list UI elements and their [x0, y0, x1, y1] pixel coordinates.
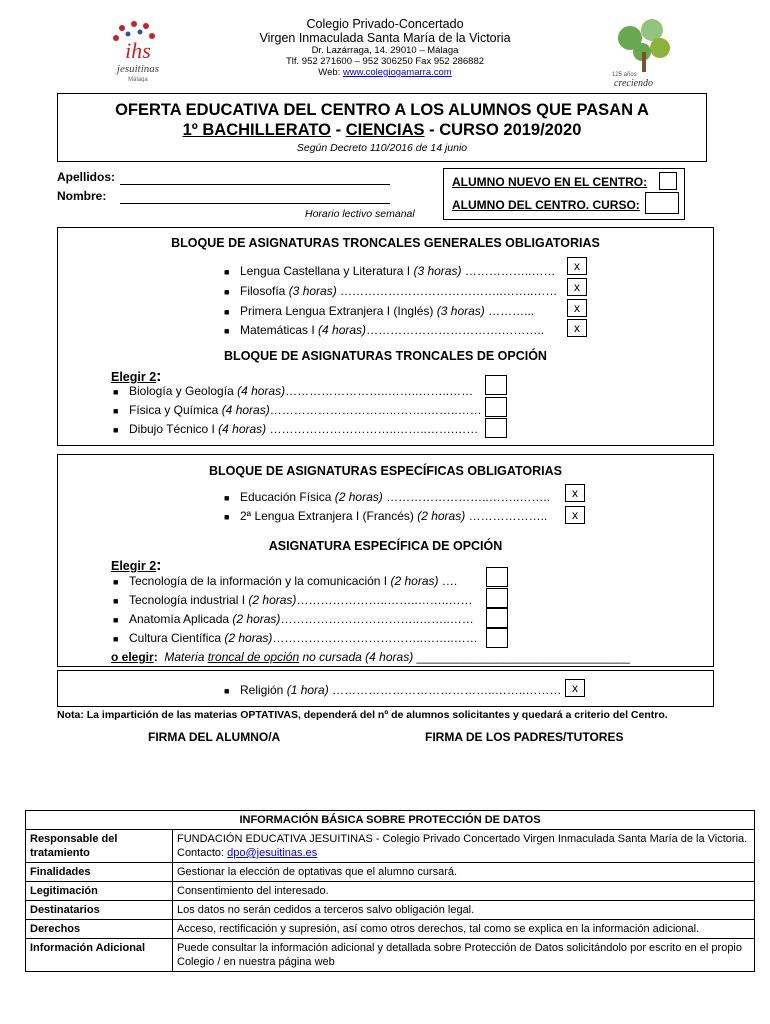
- subject-row: ■ Filosofía (3 horas) …………………………………..……..……: [224, 284, 558, 298]
- student-signature-label: FIRMA DEL ALUMNO/A: [148, 730, 281, 744]
- optional-note: Nota: La impartición de las materias OPTATIVAS, dependerá del nº de alumnos solicitantes y quedará a criterio del Centro.: [57, 709, 668, 721]
- subject-row: ■ 2ª Lengua Extranjera I (Francés) (2 horas) ………………..: [224, 509, 548, 523]
- option-row: ■ Física y Química (4 horas)…………………………..……..……..……: [113, 403, 482, 417]
- option-row: ■ Tecnología industrial I (2 horas)…………………..……..……..……: [113, 593, 473, 607]
- logo-left-text: jesuitinas: [116, 63, 160, 75]
- choose-label: Elegir 2:: [111, 557, 162, 574]
- title-year: - CURSO 2019/2020: [429, 121, 582, 139]
- name-label: Nombre:: [57, 189, 107, 203]
- option-row: ■ Biología y Geología (4 horas)……………………..……..……..……: [113, 384, 474, 398]
- school-logo-left: [108, 20, 178, 82]
- table-row: Destinatarios Los datos no serán cedidos a terceros salvo obligación legal.: [26, 901, 755, 920]
- block2-option-heading: ASIGNATURA ESPECÍFICA DE OPCIÓN: [268, 539, 503, 553]
- table-row: Responsable del tratamiento FUNDACIÓN EDUCATIVA JESUITINAS - Colegio Privado Concertado Virgen Inmaculada Santa María de la Victoria. Contacto: dpo@jesuitinas.es: [26, 830, 755, 863]
- school-phones: Tlf. 952 271600 – 952 306250 Fax 952 286882: [285, 56, 485, 67]
- subject-checkbox[interactable]: x: [567, 299, 587, 317]
- school-type: Colegio Privado-Concertado: [306, 17, 464, 31]
- option-checkbox[interactable]: [486, 628, 508, 648]
- block2-heading: BLOQUE DE ASIGNATURAS ESPECÍFICAS OBLIGATORIAS: [208, 464, 563, 478]
- subject-checkbox[interactable]: x: [565, 484, 585, 502]
- option-row: ■ Anatomía Aplicada (2 horas)……………………………..……..……: [113, 612, 474, 626]
- school-address: Dr. Lazárraga, 14. 29010 – Málaga: [311, 45, 459, 56]
- option-checkbox[interactable]: [485, 375, 507, 395]
- table-row: Información Adicional Puede consultar la información adicional y detallada sobre Protección de Datos solicitándolo por escrito en el propio Colegio / en nuestra página web: [26, 939, 755, 972]
- web-label: Web:: [318, 67, 341, 78]
- surname-input[interactable]: [120, 170, 390, 185]
- subject-row: ■ Educación Física (2 horas) ……………………..……..……..: [224, 490, 551, 504]
- subject-row: ■ Lengua Castellana y Literatura I (3 horas) ……………..……: [224, 264, 556, 278]
- option-checkbox[interactable]: [486, 567, 508, 587]
- block1-heading: BLOQUE DE ASIGNATURAS TRONCALES GENERALES OBLIGATORIAS: [171, 236, 600, 250]
- subject-checkbox[interactable]: x: [565, 506, 585, 524]
- religion-checkbox[interactable]: x: [565, 679, 585, 697]
- school-logo-right: [608, 16, 678, 88]
- religion-row: ■ Religión (1 hora) …………………………………..……..………: [224, 683, 562, 697]
- title-sep: -: [335, 121, 342, 139]
- table-row: Finalidades Gestionar la elección de optativas que el alumno cursará.: [26, 863, 755, 882]
- school-header: [200, 17, 570, 78]
- option-checkbox[interactable]: [485, 397, 507, 417]
- option-checkbox[interactable]: [485, 418, 507, 438]
- name-input[interactable]: [120, 189, 390, 204]
- subject-row: ■ Primera Lengua Extranjera I (Inglés) (3 horas) ………...: [224, 304, 535, 318]
- title-line1: OFERTA EDUCATIVA DEL CENTRO A LOS ALUMNOS QUE PASAN A: [115, 101, 649, 119]
- choose-label: Elegir 2:: [111, 368, 162, 385]
- schedule-note: Horario lectivo semanal: [305, 208, 415, 220]
- logo-right-text: creciendo: [614, 78, 654, 88]
- block-especificas: [57, 454, 714, 667]
- school-web-link[interactable]: www.colegiogamarra.com: [342, 67, 452, 78]
- current-student-label: ALUMNO DEL CENTRO. CURSO:: [452, 198, 640, 212]
- subject-checkbox[interactable]: x: [567, 319, 587, 337]
- option-row: ■ Cultura Científica (2 horas)………………………………..……..……: [113, 631, 478, 645]
- or-choose-row: o elegir: Materia troncal de opción no cursada (4 horas) ________________________________: [111, 650, 631, 664]
- logo-left-sub: Málaga: [128, 77, 148, 82]
- title-course: 1º BACHILLERATO: [182, 121, 332, 139]
- religion-box: [57, 670, 714, 707]
- block-troncales: [57, 227, 714, 446]
- table-row: Derechos Acceso, rectificación y supresión, así como otros derechos, tal como se explica en la información adicional.: [26, 920, 755, 939]
- decree-note: Según Decreto 110/2016 de 14 junio: [296, 142, 468, 154]
- subject-row: ■ Matemáticas I (4 horas)…………………………….………..: [224, 323, 545, 337]
- or-choose-input[interactable]: ________________________________: [416, 650, 631, 664]
- protection-heading: INFORMACIÓN BÁSICA SOBRE PROTECCIÓN DE DATOS: [26, 811, 755, 830]
- new-student-checkbox[interactable]: [659, 172, 677, 190]
- logo-right-years: 125 años: [612, 72, 637, 78]
- current-course-input[interactable]: [645, 192, 679, 214]
- title-line2: [58, 120, 706, 140]
- subject-checkbox[interactable]: x: [567, 257, 587, 275]
- table-row: Legitimación Consentimiento del interesado.: [26, 882, 755, 901]
- school-name: Virgen Inmaculada Santa María de la Victoria: [259, 31, 511, 45]
- new-student-label: ALUMNO NUEVO EN EL CENTRO:: [452, 175, 648, 189]
- block1-option-heading: BLOQUE DE ASIGNATURAS TRONCALES DE OPCIÓN: [224, 349, 547, 363]
- parents-signature-label: FIRMA DE LOS PADRES/TUTORES: [425, 730, 624, 744]
- option-checkbox[interactable]: [486, 588, 508, 608]
- svg-text:ihs: ihs: [125, 38, 151, 63]
- data-protection-table: [25, 810, 755, 972]
- title-box: [57, 93, 707, 162]
- student-status-box: [443, 168, 685, 220]
- title-branch: CIENCIAS: [345, 121, 425, 139]
- option-row: ■ Tecnología de la información y la comunicación I (2 horas) ….: [113, 574, 458, 588]
- surname-label: Apellidos:: [57, 170, 116, 184]
- option-checkbox[interactable]: [486, 608, 508, 628]
- option-row: ■ Dibujo Técnico I (4 horas) …………………………..……..…….……: [113, 422, 479, 436]
- subject-checkbox[interactable]: x: [567, 278, 587, 296]
- contact-email-link[interactable]: dpo@jesuitinas.es: [227, 847, 318, 859]
